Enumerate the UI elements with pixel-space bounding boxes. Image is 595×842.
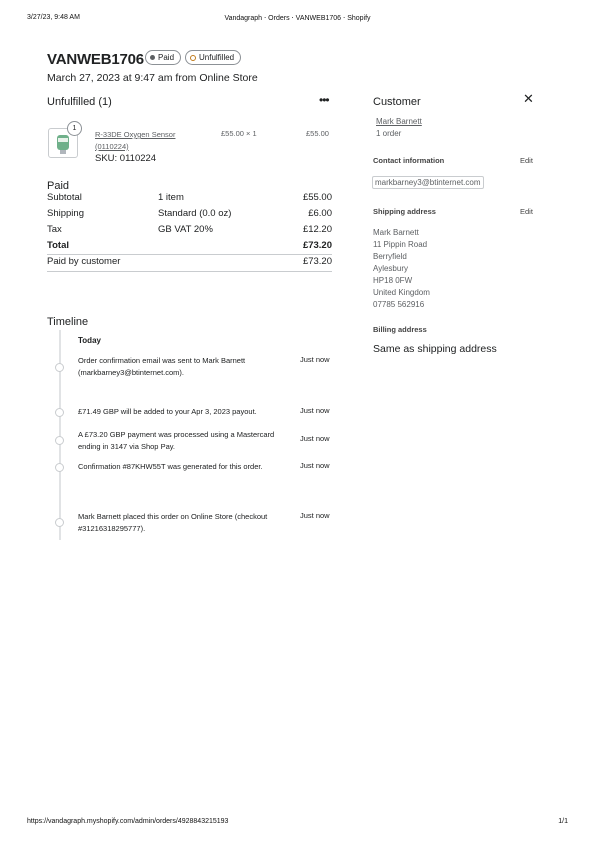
timeline-event-time: Just now: [300, 434, 330, 443]
timeline-line: [59, 330, 61, 540]
unfulfilled-title: Unfulfilled (1): [47, 96, 112, 108]
paid-title: Paid: [47, 180, 70, 192]
timeline-event-text: A £73.20 GBP payment was processed using a Mastercard ending in 3147 via Shop Pay.: [78, 430, 275, 451]
summary-amount: £55.00: [302, 192, 332, 203]
unfulfilled-dot-icon: [190, 55, 196, 61]
timeline-event-text: Confirmation #87KHW55T was generated for this order.: [78, 462, 263, 471]
order-title: VANWEB1706: [47, 51, 144, 68]
summary-row-tax: [47, 224, 332, 240]
summary-label: Shipping: [47, 208, 84, 219]
product-line-total: £55.00: [306, 129, 329, 138]
summary-detail: Standard (0.0 oz): [158, 208, 232, 219]
billing-address-value: Same as shipping address: [373, 343, 497, 355]
billing-address-heading: Billing address: [373, 325, 427, 334]
summary-amount: £73.20: [302, 256, 332, 267]
print-date: 3/27/23, 9:48 AM: [27, 14, 80, 21]
summary-label: Paid by customer: [47, 256, 121, 267]
timeline-event-time: Just now: [300, 511, 330, 520]
quantity-badge: 1: [67, 121, 82, 136]
timeline-dot: [55, 518, 64, 527]
summary-amount: £73.20: [302, 240, 332, 251]
print-page-number: 1/1: [558, 818, 568, 825]
badge-paid-label: Paid: [158, 53, 175, 62]
status-badge-paid: [145, 50, 181, 65]
timeline-event-text: £71.49 GBP will be added to your Apr 3, 2023 payout.: [78, 407, 257, 416]
summary-row-paid-by-customer: [47, 256, 332, 272]
customer-order-count: 1 order: [376, 129, 402, 138]
customer-name-link[interactable]: Mark Barnett: [376, 117, 422, 126]
shipping-address-line: Berryfield: [373, 252, 407, 261]
edit-shipping-button[interactable]: Edit: [520, 207, 533, 216]
order-date: March 27, 2023 at 9:47 am from Online Store: [47, 72, 258, 84]
divider: [47, 254, 332, 255]
summary-amount: £6.00: [308, 208, 332, 219]
timeline-event-time: Just now: [300, 461, 330, 470]
summary-label: Tax: [47, 224, 62, 235]
timeline-dot: [55, 363, 64, 372]
shipping-address-line: 11 Pippin Road: [373, 240, 428, 249]
summary-label: Total: [47, 240, 69, 251]
product-unit-price: £55.00 × 1: [221, 129, 257, 138]
summary-label: Subtotal: [47, 192, 82, 203]
print-title: Vandagraph ⋅ Orders ⋅ VANWEB1706 ⋅ Shopify: [224, 15, 371, 22]
contact-info-heading: Contact information: [373, 156, 445, 165]
summary-amount: £12.20: [302, 224, 332, 235]
timeline-dot: [55, 463, 64, 472]
summary-detail: 1 item: [158, 192, 184, 203]
edit-contact-button[interactable]: Edit: [520, 156, 533, 165]
customer-email[interactable]: markbarney3@btinternet.com: [372, 176, 484, 189]
print-url: https://vandagraph.myshopify.com/admin/orders/4928843215193: [27, 818, 229, 825]
summary-row-subtotal: [47, 192, 332, 208]
timeline-title: Timeline: [47, 316, 89, 328]
timeline-today-label: Today: [78, 336, 101, 345]
timeline-event-time: Just now: [300, 355, 330, 364]
product-link[interactable]: R-33DE Oxygen Sensor (0110224): [95, 130, 176, 151]
timeline-event-text: Order confirmation email was sent to Mark Barnett (markbarney3@btinternet.com).: [78, 356, 246, 377]
summary-row-shipping: [47, 208, 332, 224]
product-sku: SKU: 0110224: [95, 153, 157, 164]
shipping-phone: 07785 562916: [373, 300, 425, 309]
divider: [47, 271, 332, 272]
status-badge-unfulfilled: [185, 50, 241, 65]
shipping-address-line: Mark Barnett: [373, 228, 419, 237]
summary-detail: GB VAT 20%: [158, 224, 213, 235]
close-icon[interactable]: ✕: [523, 91, 534, 106]
timeline-dot: [55, 436, 64, 445]
shipping-address-line: United Kingdom: [373, 288, 430, 297]
timeline-event-time: Just now: [300, 406, 330, 415]
shipping-address-heading: Shipping address: [373, 207, 436, 216]
more-horizontal-icon[interactable]: •••: [319, 93, 329, 107]
shipping-address-line: Aylesbury: [373, 264, 408, 273]
paid-dot-icon: [150, 55, 155, 60]
customer-title: Customer: [373, 96, 421, 108]
badge-unfulfilled-label: Unfulfilled: [199, 53, 235, 62]
shipping-address-line: HP18 0FW: [373, 276, 413, 285]
timeline-dot: [55, 408, 64, 417]
timeline-event-text: Mark Barnett placed this order on Online Store (checkout #31216318295777).: [78, 512, 268, 533]
